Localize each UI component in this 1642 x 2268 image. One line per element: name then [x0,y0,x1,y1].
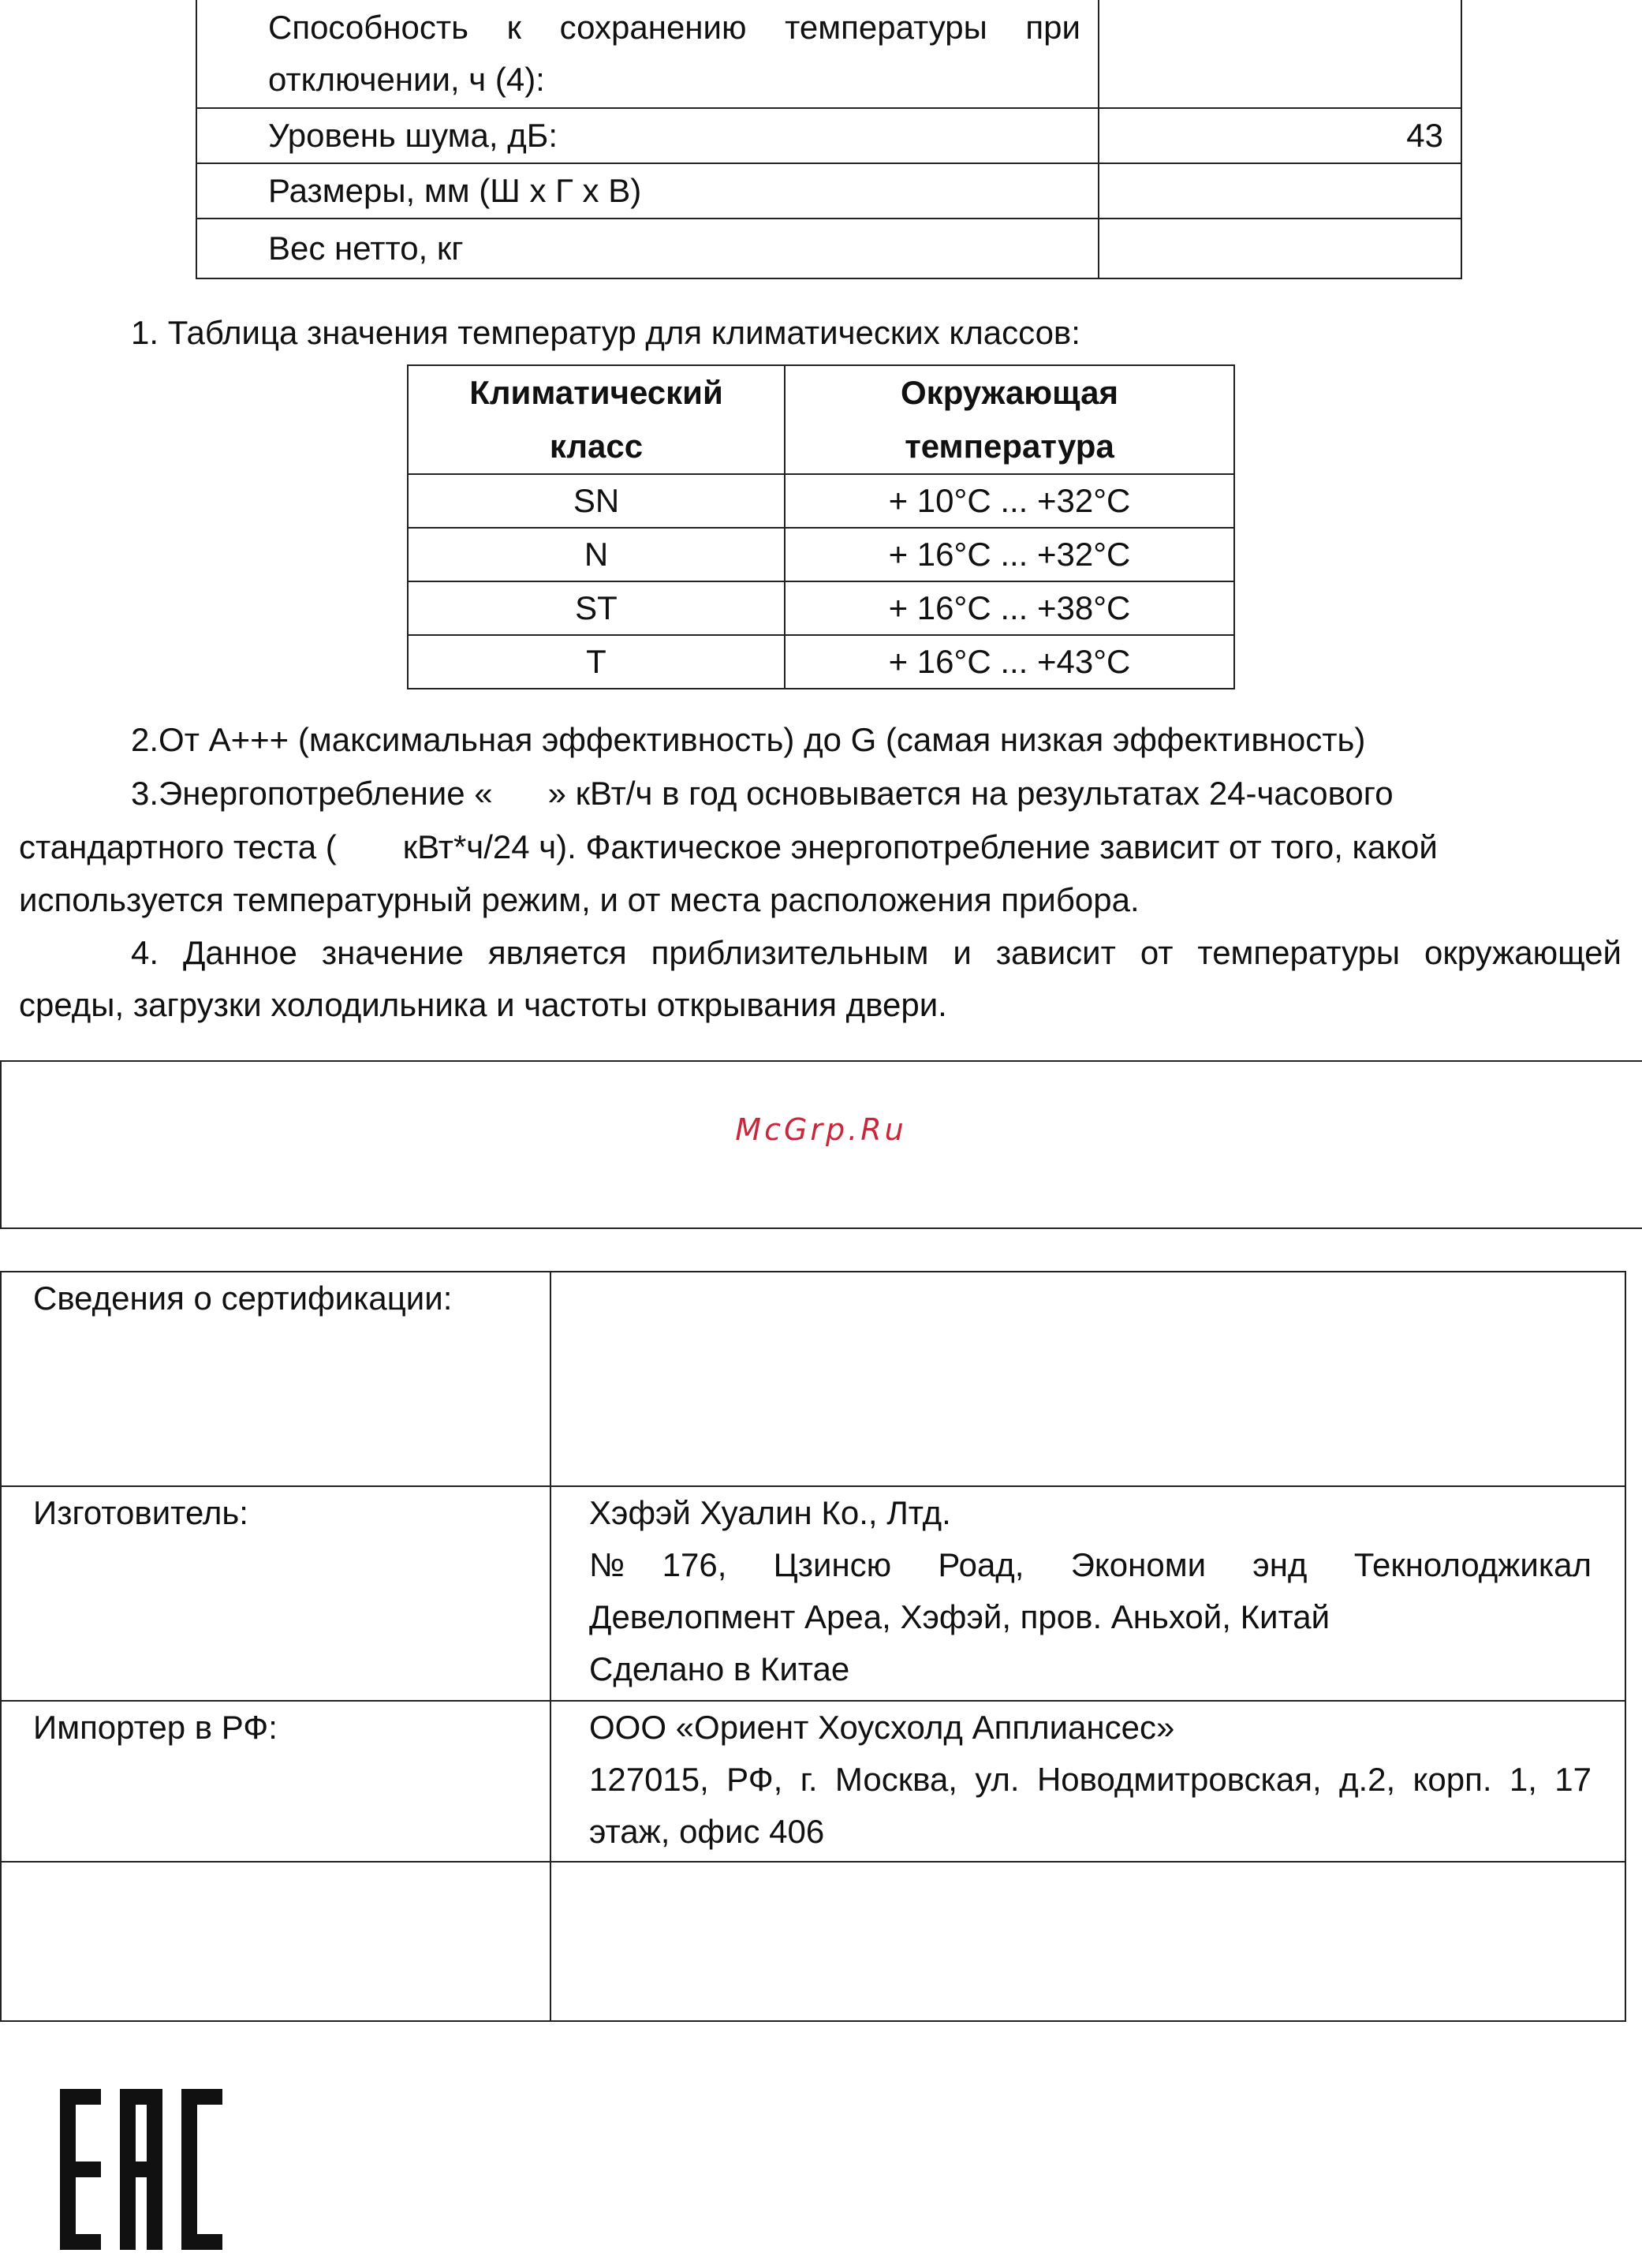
spec-value-hold-time [1099,0,1461,108]
empty-cell [550,1862,1625,2021]
eac-logo [60,2089,222,2250]
climate-class-cell: T [408,635,785,689]
eac-logo-a-top [120,2089,162,2105]
manufacturer-value [550,1486,1625,1701]
climate-class-cell: ST [408,581,785,635]
eac-logo-c-top [181,2089,222,2105]
climate-temp-cell: + 10°C ... +32°C [785,474,1234,528]
importer-line: ООО «Ориент Хоусхолд Апплиансес» [589,1709,1175,1746]
table-row [408,581,1234,635]
manufacturer-line: Девелопмент Ареа, Хэфэй, пров. Аньхой, Китай [589,1598,1330,1635]
header-climate-class [408,365,785,474]
climate-class-table [407,364,1235,689]
climate-temp-cell: + 16°C ... +38°C [785,581,1234,635]
eac-logo-c-bottom [181,2234,222,2250]
manufacturer-line: Сделано в Китае [589,1650,850,1687]
table-row [196,163,1461,219]
manufacturer-line: №176, Цзинсю Роад, Экономи энд Текнолоджикал [589,1546,1592,1583]
note-3-text-a: 3.Энергопотребление « [131,775,493,812]
note-1-title: 1. Таблица значения температур для климатических классов: [131,314,1080,351]
importer-label: Импортер в РФ: [1,1701,550,1862]
note-3-text-d: кВт*ч/24 ч). Фактическое энергопотребление зависит от того, какой [402,828,1438,865]
table-row [196,108,1461,163]
header-line: температура [905,428,1114,465]
spec-label-dimensions: Размеры, мм (Ш х Г х В) [196,163,1099,219]
watermark-text: McGrp.Ru [735,1112,907,1147]
table-row [196,0,1461,108]
eac-logo-e-top [60,2089,101,2105]
spec-value-noise: 43 [1099,108,1461,163]
note-3-text-b: » кВт/ч в год основывается на результатах 24-часового [547,775,1394,812]
spec-label-weight: Вес нетто, кг [196,219,1099,278]
climate-class-cell: SN [408,474,785,528]
manufacturer-line: Хэфэй Хуалин Ко., Лтд. [589,1494,951,1531]
spec-label-line: отключении, ч (4): [268,61,545,98]
eac-logo-e-bottom [60,2234,101,2250]
header-ambient-temp [785,365,1234,474]
empty-cell [1,1862,550,2021]
manufacturer-label: Изготовитель: [1,1486,550,1701]
spec-label-noise: Уровень шума, дБ: [196,108,1099,163]
eac-logo-c-stem [181,2089,197,2250]
table-row [408,528,1234,581]
certification-label: Сведения о сертификации: [1,1272,550,1486]
header-line: класс [549,428,644,465]
spec-label-line: Способность к сохранению температуры при [268,9,1080,46]
note-3-line-1 [131,772,1394,816]
spec-label-hold-time [196,0,1099,108]
note-4-line-2: среды, загрузки холодильника и частоты открывания двери. [19,986,947,1023]
table-row [1,1701,1625,1862]
table-row [408,635,1234,689]
importer-value [550,1701,1625,1862]
note-3-line-2 [19,825,1438,869]
climate-temp-cell: + 16°C ... +43°C [785,635,1234,689]
table-row [408,474,1234,528]
eac-logo-a-bar [120,2162,162,2177]
eac-logo-e-middle [60,2162,101,2177]
spec-table [196,0,1462,279]
header-line: Окружающая [901,374,1118,411]
header-line: Климатический [469,374,723,411]
note-2: 2.От А+++ (максимальная эффективность) до G (самая низкая эффективность) [131,721,1366,758]
note-3-text-c: стандартного теста ( [19,828,337,865]
table-row [1,1862,1625,2021]
certification-value [550,1272,1625,1486]
table-row [1,1272,1625,1486]
climate-class-cell: N [408,528,785,581]
importer-line: этаж, офис 406 [589,1813,825,1850]
climate-temp-cell: + 16°C ... +32°C [785,528,1234,581]
note-3-line-3: используется температурный режим, и от места расположения прибора. [19,881,1140,918]
importer-line: 127015, РФ, г. Москва, ул. Новодмитровская, д.2, корп. 1, 17 [589,1761,1592,1798]
table-header-row [408,365,1234,474]
table-row [1,1486,1625,1701]
spec-value-dimensions [1099,163,1461,219]
spec-value-weight [1099,219,1461,278]
table-row [196,219,1461,278]
certification-info-table [0,1271,1626,2022]
note-4-line-1: 4. Данное значение является приблизительным и зависит от температуры окружающей [131,934,1621,971]
